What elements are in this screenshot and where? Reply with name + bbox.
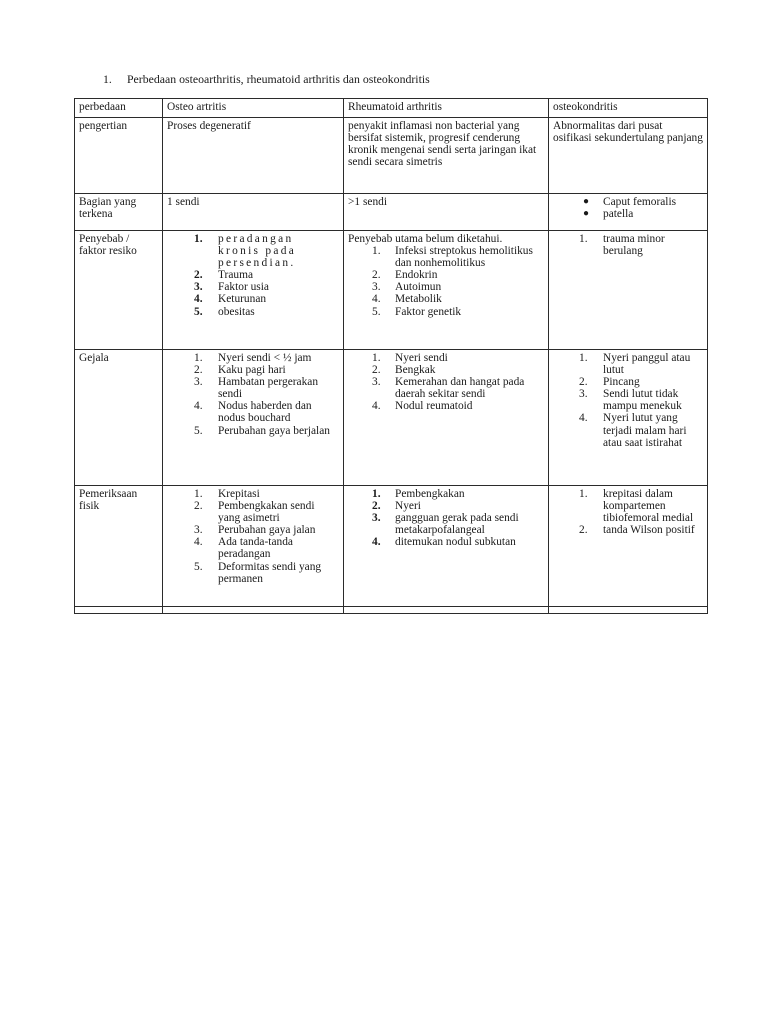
oa-penyebab-list	[167, 233, 339, 318]
list-item: ● patella	[583, 208, 634, 221]
ok-bagian-list	[553, 196, 703, 220]
ok-gejala-list	[553, 352, 703, 449]
empty-cell	[75, 607, 163, 614]
header-perbedaan: perbedaan	[75, 99, 163, 118]
list-item: 3. Kemerahan dan hangat pada daerah sekitar sendi	[372, 376, 525, 401]
header-osteokondritis: osteokondritis	[549, 99, 708, 118]
list-item: 2. Bengkak	[372, 364, 436, 377]
list-item: 5. obesitas	[194, 305, 255, 318]
list-item: 4. Nodul reumatoid	[372, 400, 473, 413]
list-item: 2. Endokrin	[372, 269, 438, 282]
row-gejala	[75, 350, 708, 486]
list-item: 2. Pembengkakan sendi yang asimetri	[194, 500, 315, 525]
comparison-table	[74, 98, 708, 614]
document-title	[103, 73, 430, 85]
list-item: 3. Hambatan pergerakan sendi	[194, 376, 319, 401]
ra-penyebab-intro: Penyebab utama belum diketahui.	[348, 233, 503, 245]
list-item: 1. trauma minor berulang	[579, 233, 665, 258]
ra-gejala-list	[348, 352, 544, 412]
row-pemeriksaan	[75, 486, 708, 607]
list-item: 4. Keturunan	[194, 293, 267, 306]
ra-pemeriksaan-list	[348, 488, 544, 548]
row-label-pemeriksaan: Pemeriksaan fisik	[75, 486, 163, 607]
cell-oa-penyebab	[163, 231, 344, 350]
list-item: 5. Deformitas sendi yang permanen	[194, 560, 322, 585]
list-item: 1. Infeksi streptokus hemolitikus dan nonhemolitikus	[372, 245, 533, 270]
cell-ra-penyebab	[344, 231, 549, 350]
row-label-pengertian: pengertian	[75, 118, 163, 194]
row-pengertian	[75, 118, 708, 194]
row-label-bagian: Bagian yang terkena	[75, 194, 163, 231]
oa-pemeriksaan-list	[167, 488, 339, 585]
list-item: 4. Metabolik	[372, 293, 442, 306]
bullet-icon: ●	[583, 208, 590, 220]
list-item: 4. Nyeri lutut yang terjadi malam hari atau saat istirahat	[579, 412, 687, 449]
cell-ra-bagian: >1 sendi	[344, 194, 549, 231]
oa-gejala-list	[167, 352, 339, 437]
row-label-gejala: Gejala	[75, 350, 163, 486]
list-item: 1. Pembengkakan	[372, 488, 465, 500]
cell-oa-gejala	[163, 350, 344, 486]
list-item: 5. Perubahan gaya berjalan	[194, 424, 330, 437]
empty-cell	[549, 607, 708, 614]
list-item: 2. Nyeri	[372, 500, 421, 513]
ok-pemeriksaan-list	[553, 488, 703, 536]
cell-oa-pemeriksaan	[163, 486, 344, 607]
list-item: 2. Trauma	[194, 269, 254, 282]
cell-ok-gejala	[549, 350, 708, 486]
list-item: 2. Pincang	[579, 376, 640, 389]
list-item: 2. Kaku pagi hari	[194, 364, 286, 377]
title-number: 1.	[103, 72, 112, 86]
header-osteo-artritis: Osteo artritis	[163, 99, 344, 118]
list-item: 3. Perubahan gaya jalan	[194, 524, 316, 537]
cell-ok-pemeriksaan	[549, 486, 708, 607]
cell-ok-penyebab	[549, 231, 708, 350]
ra-penyebab-list	[348, 245, 544, 318]
list-item: 3. Autoimun	[372, 281, 442, 294]
row-penyebab	[75, 231, 708, 350]
list-item: 1. Krepitasi	[194, 488, 260, 500]
list-item: ● Caput femoralis	[583, 196, 677, 208]
list-item: 3. gangguan gerak pada sendi metakarpofalangeal	[372, 512, 519, 537]
list-item: 1. Nyeri sendi < ½ jam	[194, 352, 312, 364]
empty-cell	[163, 607, 344, 614]
list-item: 3. Faktor usia	[194, 281, 269, 294]
list-item: 4. ditemukan nodul subkutan	[372, 536, 516, 549]
ok-penyebab-list	[553, 233, 703, 257]
cell-oa-bagian: 1 sendi	[163, 194, 344, 231]
list-item: 1. krepitasi dalam kompartemen tibiofemoral medial	[579, 488, 694, 525]
cell-ok-bagian	[549, 194, 708, 231]
cell-ra-pengertian: penyakit inflamasi non bacterial yang bersifat sistemik, progresif cenderung kronik mengenai sendi serta jaringan ikat sendi secara simetris	[344, 118, 549, 194]
cell-oa-pengertian: Proses degeneratif	[163, 118, 344, 194]
list-item: 1. peradangan kronis pada persendian.	[194, 233, 297, 270]
empty-cell	[344, 607, 549, 614]
bullet-icon: ●	[583, 196, 590, 207]
list-item: 1. Nyeri panggul atau lutut	[579, 352, 691, 377]
cell-ok-pengertian: Abnormalitas dari pusat osifikasi sekundertulang panjang	[549, 118, 708, 194]
row-bagian	[75, 194, 708, 231]
list-item: 5. Faktor genetik	[372, 305, 462, 318]
header-row	[75, 99, 708, 118]
cell-ra-gejala	[344, 350, 549, 486]
list-item: 3. Sendi lutut tidak mampu menekuk	[579, 388, 682, 413]
cell-ra-pemeriksaan	[344, 486, 549, 607]
title-text: Perbedaan osteoarthritis, rheumatoid arthritis dan osteokondritis	[127, 72, 430, 86]
row-label-penyebab: Penyebab / faktor resiko	[75, 231, 163, 350]
list-item: 2. tanda Wilson positif	[579, 524, 695, 537]
list-item: 4. Ada tanda-tanda peradangan	[194, 536, 293, 561]
list-item: 4. Nodus haberden dan nodus bouchard	[194, 400, 312, 425]
list-item: 1. Nyeri sendi	[372, 352, 448, 364]
header-rheumatoid-arthritis: Rheumatoid arthritis	[344, 99, 549, 118]
row-empty	[75, 607, 708, 614]
